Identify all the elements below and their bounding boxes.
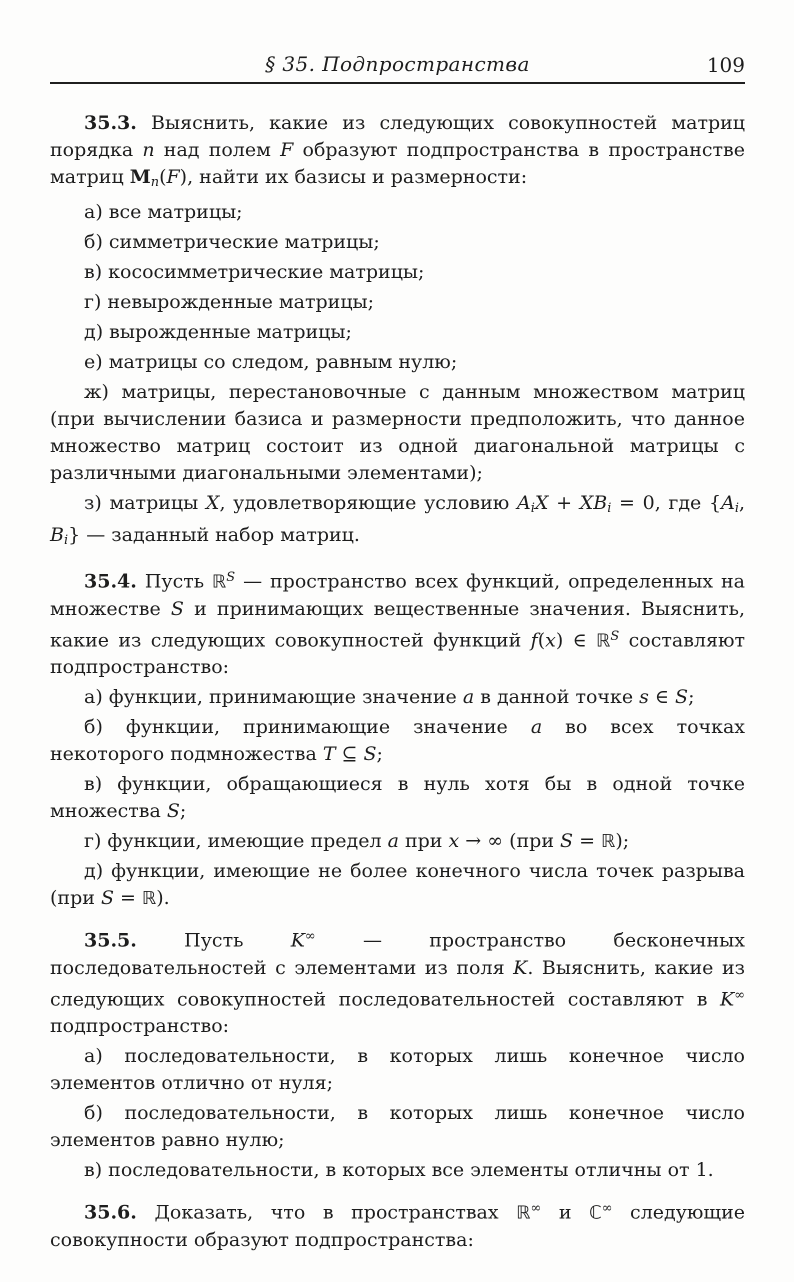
running-head	[50, 52, 745, 84]
problem-35-3-item-e: е) матрицы со следом, равным нулю;	[84, 350, 458, 373]
problem-35-3-item-g: г) невырожденные матрицы;	[84, 290, 375, 313]
problem-35-5-item-b: б) последовательности, в которых лишь конечное число элементов равно нулю;	[50, 1102, 745, 1152]
problem-35-5-intro: 35.5. Пусть K∞ — пространство бесконечных последовательностей с элементами из поля K. Выяснить, какие из следующих совокупностей последовательностей составляют в K∞ подпространство:	[50, 929, 746, 1038]
problem-35-3-item-a: а) все матрицы;	[84, 200, 243, 223]
problem-35-3-intro: 35.3. Выяснить, какие из следующих совокупностей матриц порядка n над полем F образуют подпространства в пространстве матриц $M_n(F)$, найти их базисы и размерности:	[50, 112, 745, 190]
problem-35-3-item-z: з) матрицы X, удовлетворяющие условию $A_iX + XB_i = 0$, где {$A_i$, $B_i$} — заданный набор матриц.	[50, 491, 745, 548]
problem-35-4-item-d: д) функции, имеющие не более конечного числа точек разрыва (при S = ℝ).	[50, 860, 745, 910]
book-page	[0, 52, 794, 1282]
problem-35-5-item-a: а) последовательности, в которых лишь конечное число элементов отлично от нуля;	[50, 1045, 745, 1095]
problem-35-4-item-b: б) функции, принимающие значение a во всех точках некоторого подмножества T ⊆ S;	[50, 716, 746, 766]
problem-35-3-item-zh: ж) матрицы, перестановочные с данным множеством матриц (при вычислении базиса и размерности предположить, что данное множество матриц состоит из одной диагональной матрицы с различными диагональными элементами);	[50, 380, 745, 484]
problem-35-4-intro: 35.4. Пусть ℝ$^S$ — пространство всех функций, определенных на множестве S и принимающих вещественные значения. Выяснить, какие из следующих совокупностей функций f(x) ∈ ℝ$^S$ составляют подпространство:	[50, 570, 746, 679]
problem-35-3-item-b: б) симметрические матрицы;	[84, 230, 380, 253]
problem-35-4-item-v: в) функции, обращающиеся в нуль хотя бы в одной точке множества S;	[50, 773, 745, 823]
page-body	[50, 110, 745, 1254]
section-title: § 35. Подпространства	[265, 52, 530, 76]
page-number: 109	[706, 53, 745, 77]
problem-35-4-item-g: г) функции, имеющие предел a при x → ∞ (при S = ℝ);	[84, 830, 630, 853]
problem-35-3-item-v: в) кососимметрические матрицы;	[84, 260, 425, 283]
problem-35-4-item-a: а) функции, принимающие значение a в данной точке s ∈ S;	[84, 686, 695, 709]
problem-35-3-item-d: д) вырожденные матрицы;	[84, 320, 352, 343]
problem-35-5-item-v: в) последовательности, в которых все элементы отличны от 1.	[84, 1159, 714, 1182]
problem-35-6-intro: 35.6. Доказать, что в пространствах ℝ∞ и ℂ∞ следующие совокупности образуют подпространства:	[50, 1201, 746, 1251]
